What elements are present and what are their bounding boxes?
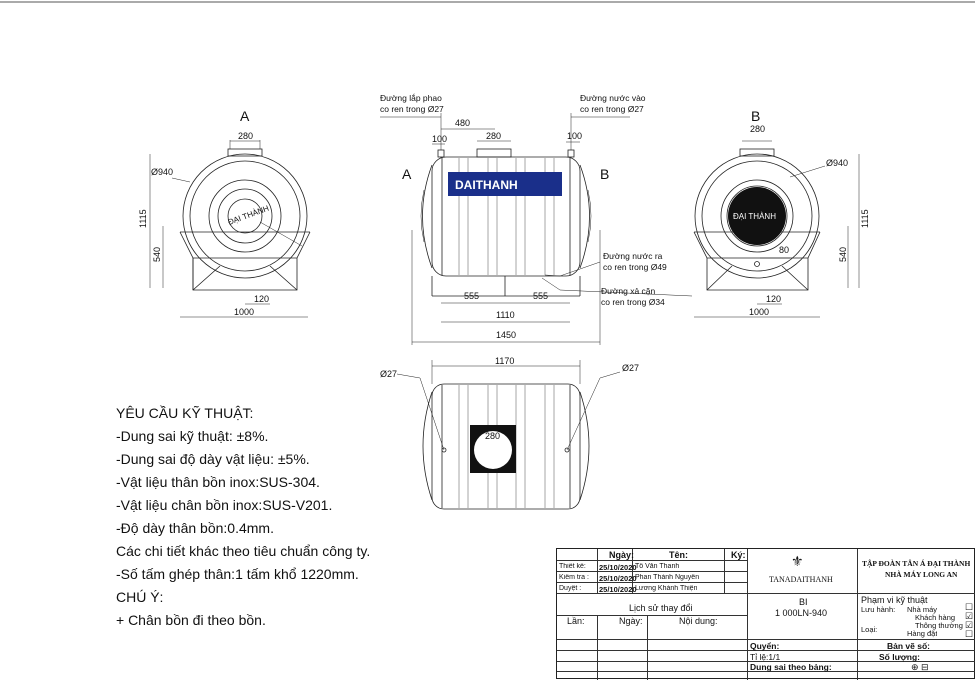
tb-date: 25/10/2020 bbox=[599, 574, 637, 583]
front-letter-a: A bbox=[402, 166, 412, 182]
tb-type-normal: Thông thường bbox=[915, 621, 963, 630]
tb-brand-icon: ⚜ bbox=[791, 553, 804, 569]
front-dim-1110: 1110 bbox=[496, 310, 515, 320]
view-b-letter: B bbox=[751, 108, 761, 124]
tb-scale: Tỉ lệ:1/1 bbox=[750, 652, 781, 662]
view-b-dim-940: Ø940 bbox=[826, 158, 849, 168]
note-line: -Độ dày thân bồn:0.4mm. bbox=[116, 520, 274, 536]
callout-outlet-2: co ren trong Ø49 bbox=[603, 262, 667, 272]
note-line: -Số tấm ghép thân:1 tấm khổ 1220mm. bbox=[116, 566, 359, 582]
front-dim-555a: 555 bbox=[464, 291, 480, 301]
tb-name: Phan Thành Nguyên bbox=[635, 574, 700, 581]
note-line: YÊU CẦU KỸ THUẬT: bbox=[116, 405, 254, 421]
tb-history-date: Ngày: bbox=[619, 616, 643, 626]
tb-scope: Phạm vi kỹ thuật bbox=[861, 595, 928, 605]
view-a-logo: ĐẠI THÀNH bbox=[226, 203, 271, 227]
note-line: -Dung sai độ dày vật liệu: ±5%. bbox=[116, 451, 310, 467]
note-line: -Vật liệu thân bồn inox:SUS-304. bbox=[116, 474, 320, 490]
view-b-dim-280: 280 bbox=[750, 124, 766, 134]
title-block bbox=[556, 548, 975, 679]
front-dim-1450: 1450 bbox=[496, 330, 517, 340]
tb-quantity: Số lượng: bbox=[879, 652, 920, 662]
callout-float-1: Đường lắp phao bbox=[380, 93, 442, 103]
front-dim-480: 480 bbox=[455, 118, 471, 128]
tb-name: Lương Khánh Thiện bbox=[635, 585, 698, 592]
note-line: -Vật liệu chân bồn inox:SUS-V201. bbox=[116, 497, 333, 513]
tb-drawing-no: Bản vẽ số: bbox=[887, 641, 930, 651]
front-letter-b: B bbox=[600, 166, 610, 182]
technical-requirements bbox=[116, 402, 370, 632]
tb-code-2: 1 000LN-940 bbox=[775, 608, 828, 618]
tb-type: Loại: bbox=[861, 625, 878, 634]
top-dim-27-left: Ø27 bbox=[380, 369, 398, 379]
view-a-letter: A bbox=[240, 108, 250, 124]
checkbox-icon: ☐ bbox=[965, 602, 974, 612]
brand-label-text: DAITHANH bbox=[455, 178, 518, 192]
callout-inlet-2: co ren trong Ø27 bbox=[580, 104, 644, 114]
checkbox-icon: ☐ bbox=[965, 629, 974, 639]
tb-circ-customer: Khách hàng bbox=[915, 613, 956, 622]
tb-history: Lịch sử thay đổi bbox=[629, 603, 693, 613]
callout-drain-1: Đường xả cặn bbox=[601, 286, 656, 296]
front-dim-280: 280 bbox=[486, 131, 502, 141]
view-a-dim-940: Ø940 bbox=[151, 167, 174, 177]
tb-brand: TANADAITHANH bbox=[769, 575, 833, 584]
view-a-dim-280: 280 bbox=[238, 131, 254, 141]
front-dim-555b: 555 bbox=[533, 291, 549, 301]
tb-role: Thiết kế: bbox=[559, 563, 586, 570]
view-b-logo: ĐẠI THÀNH bbox=[733, 212, 776, 221]
projection-icon: ⊕ ⊟ bbox=[911, 662, 929, 672]
view-a-dim-1115: 1115 bbox=[138, 209, 148, 228]
callout-drain-2: co ren trong Ø34 bbox=[601, 297, 665, 307]
tb-circulation: Lưu hành: bbox=[861, 605, 896, 614]
callout-inlet-1: Đường nước vào bbox=[580, 93, 646, 103]
tb-code-1: BI bbox=[799, 597, 808, 607]
view-b-dim-80: 80 bbox=[779, 245, 790, 255]
tb-company-2: NHÀ MÁY LONG AN bbox=[885, 570, 958, 579]
view-a-dim-1000: 1000 bbox=[234, 307, 255, 317]
tb-circ-factory: Nhà máy bbox=[907, 605, 938, 614]
tb-role: Duyệt : bbox=[559, 585, 582, 592]
checkbox-icon: ☑ bbox=[965, 611, 974, 621]
tb-history-times: Lần: bbox=[567, 616, 585, 626]
view-b-dim-1000: 1000 bbox=[749, 307, 770, 317]
tb-role: Kiểm tra : bbox=[559, 574, 589, 581]
note-line: CHÚ Ý: bbox=[116, 589, 164, 605]
top-dim-1170: 1170 bbox=[495, 356, 515, 366]
top-dim-27-right: Ø27 bbox=[622, 363, 640, 373]
view-b-dim-1115: 1115 bbox=[860, 209, 870, 228]
tb-company-1: TẬP ĐOÀN TÂN Á ĐẠI THÀNH bbox=[862, 559, 971, 568]
view-b-dim-540: 540 bbox=[838, 246, 848, 262]
front-dim-100a: 100 bbox=[432, 134, 448, 144]
top-dim-280: 280 bbox=[485, 431, 501, 441]
tb-history-content: Nội dung: bbox=[679, 616, 718, 626]
tb-type-order: Hàng đặt bbox=[907, 629, 938, 638]
tb-header-name: Tên: bbox=[669, 550, 688, 560]
front-view bbox=[380, 113, 692, 345]
note-line: + Chân bồn đi theo bồn. bbox=[116, 612, 266, 628]
view-a-dim-120: 120 bbox=[254, 294, 270, 304]
tb-date: 25/10/2020 bbox=[599, 563, 637, 572]
callout-float-2: co ren trong Ø27 bbox=[380, 104, 444, 114]
view-a-dim-540: 540 bbox=[152, 246, 162, 262]
note-line: -Dung sai kỹ thuật: ±8%. bbox=[116, 428, 269, 444]
tb-name: Tô Văn Thanh bbox=[635, 563, 680, 570]
tb-header-date: Ngày: bbox=[609, 550, 635, 560]
tb-date: 25/10/2020 bbox=[599, 585, 637, 594]
front-dim-100b: 100 bbox=[567, 131, 583, 141]
tb-tolerance: Dung sai theo bảng: bbox=[750, 662, 832, 672]
tb-volume: Quyển: bbox=[750, 641, 780, 651]
callout-outlet-1: Đường nước ra bbox=[603, 251, 663, 261]
end-view-a bbox=[150, 140, 310, 317]
note-line: Các chi tiết khác theo tiêu chuẩn công ty. bbox=[116, 543, 371, 559]
checkbox-icon: ☑ bbox=[965, 620, 974, 630]
view-b-dim-120: 120 bbox=[766, 294, 782, 304]
tb-header-sign: Ký: bbox=[731, 550, 746, 560]
